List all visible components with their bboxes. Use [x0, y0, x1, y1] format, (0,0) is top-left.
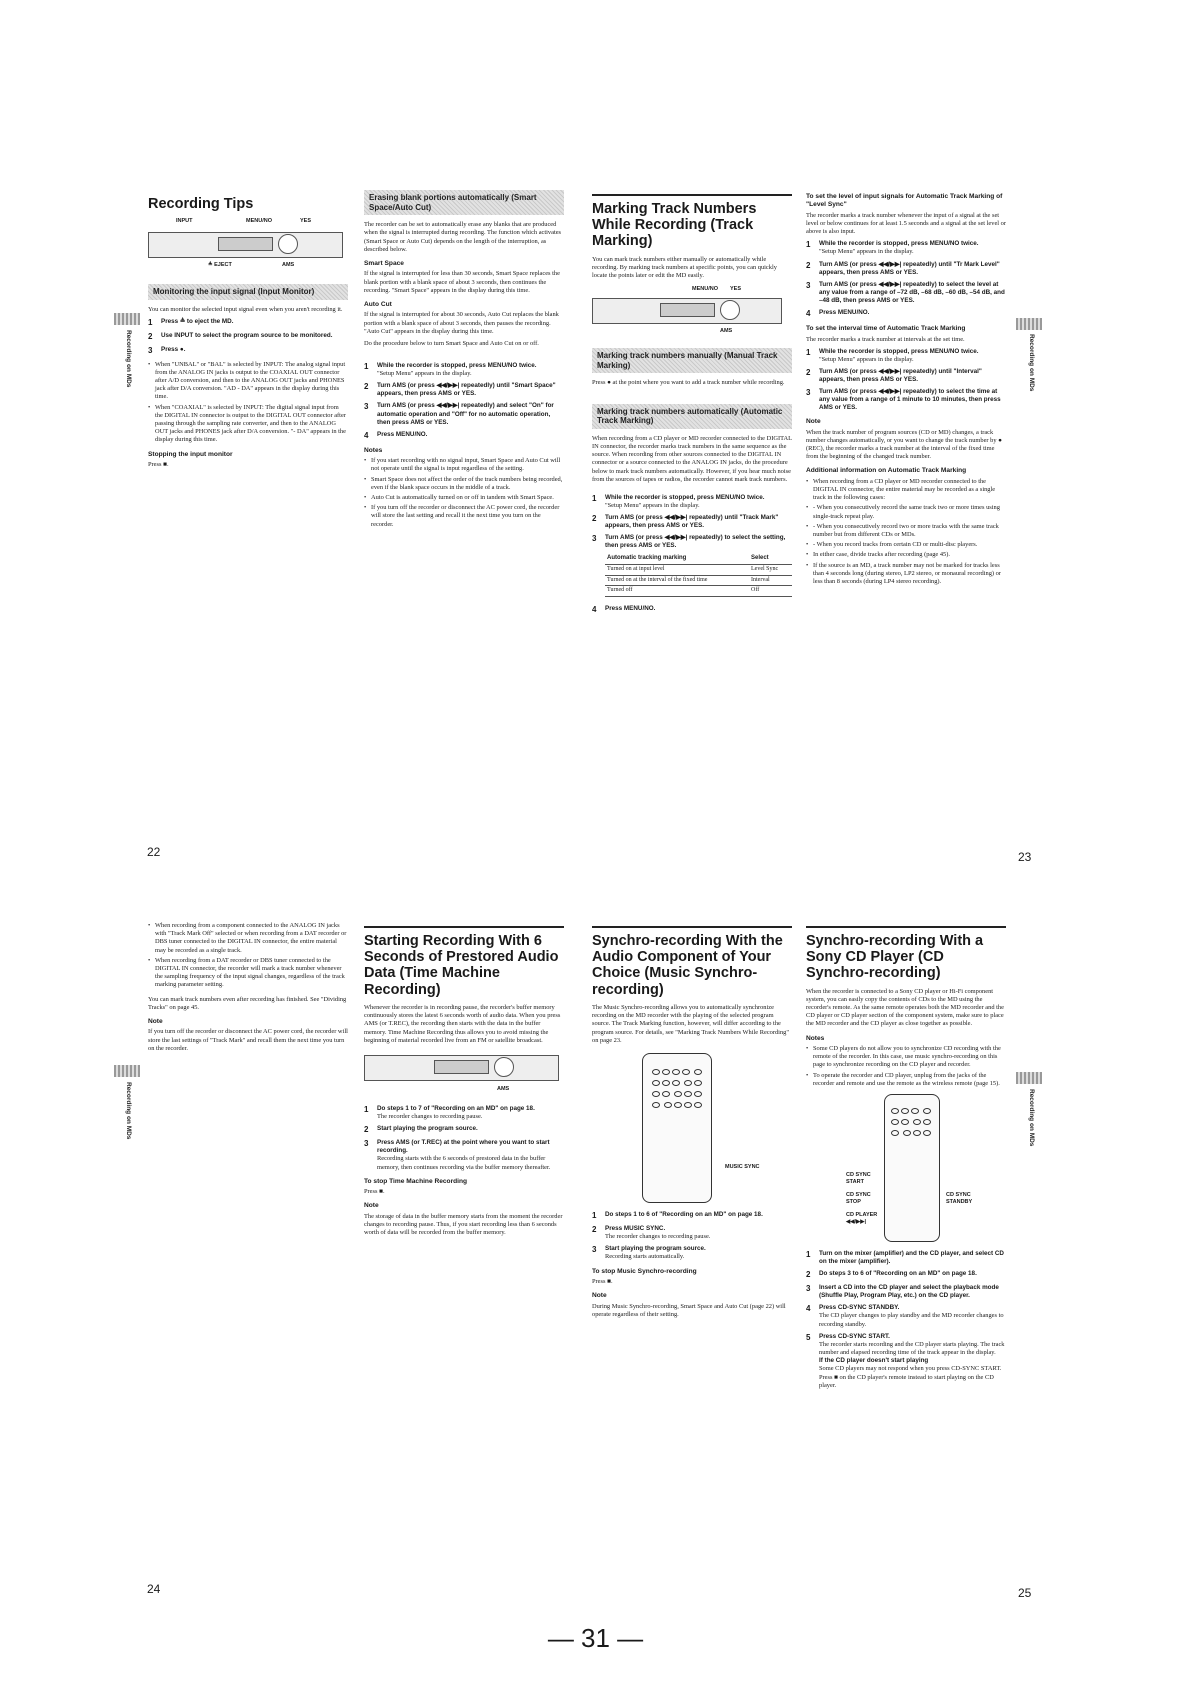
remote-key	[674, 1102, 682, 1108]
p23-recorder-figure	[592, 286, 792, 342]
p25b-step-2-num: 2	[806, 1270, 811, 1280]
p25b-step-3-num: 3	[806, 1284, 811, 1294]
p23-step-3-text: Turn AMS (or press ◀◀/▶▶| repeatedly) to select the setting, then press AMS or YES.	[605, 534, 786, 550]
interval-text: The recorder marks a track number at intervals at the set time.	[806, 335, 965, 343]
p25-step-3-num: 3	[592, 1245, 597, 1255]
page-num-25: 25	[1018, 1586, 1032, 1600]
p22-col-left	[148, 196, 348, 473]
remote-key	[694, 1069, 702, 1075]
p22b-step-2-num: 2	[364, 382, 369, 392]
p25b-title: Synchro-recording With a Sony CD Player (CD Synchro-recording)	[806, 926, 1006, 982]
table-cell: Turned on at the interval of the fixed time	[605, 575, 749, 586]
p22b-notes-heading: Notes	[364, 446, 383, 454]
p25b-step-3	[806, 1284, 1006, 1300]
cd-remote-figure	[806, 1094, 1006, 1244]
auto-marking-text: When recording from a CD player or MD recorder connected to the DIGITAL IN connector, the recorder marks track numbers in the same sequence as the source. When recording from other sources connected to the DIGITAL IN connector or a source connected to the ANALOG IN jacks, do the procedure below to mark track numbers automatically. However, if you hear much noise from the sources of tapes or radios, the recorder cannot mark track numbers.	[592, 434, 792, 483]
p22b-step-4	[364, 431, 564, 441]
p25b-step-5-num: 5	[806, 1332, 811, 1342]
fig-label-menu: MENU/NO	[246, 218, 272, 225]
interval-heading: To set the interval time of Automatic Track Marking	[806, 325, 966, 333]
p24-fig-ams: AMS	[497, 1085, 510, 1092]
p22b-step-1-sub: "Setup Menu" appears in the display.	[377, 370, 472, 378]
p25b-step-4	[806, 1304, 1006, 1328]
lvl-step-2	[806, 261, 1006, 277]
cd-sync-stop-label: CD SYNC STOP	[846, 1192, 871, 1206]
p24-step-3-num: 3	[364, 1139, 369, 1149]
p24-col-right	[364, 926, 564, 1241]
int-step-1-sub: "Setup Menu" appears in the display.	[819, 355, 914, 363]
p25-step-1-num: 1	[592, 1210, 597, 1220]
p24-tip: You can mark track numbers even after recording has finished. See "Dividing Tracks" on page 45.	[148, 995, 347, 1011]
additional-info-heading: Additional information on Automatic Track Marking	[806, 467, 967, 475]
fig-label-ams: AMS	[282, 262, 295, 269]
p25-step-3-sub: Recording starts automatically.	[605, 1253, 685, 1261]
remote-key	[652, 1069, 660, 1075]
p24-step-3-text: Press AMS (or T.REC) at the point where you want to start recording.	[377, 1139, 550, 1155]
p22b-step-1-text: While the recorder is stopped, press MENU/NO twice.	[377, 362, 537, 370]
recorder-display	[218, 237, 273, 251]
p25-step-3	[592, 1245, 792, 1261]
remote-key	[684, 1080, 692, 1086]
p22-step-1-text: Press ≜ to eject the MD.	[161, 318, 234, 326]
p22b-step-1-num: 1	[364, 362, 369, 372]
lvl-step-2-num: 2	[806, 260, 811, 270]
int-step-3-text: Turn AMS (or press ◀◀/▶▶| repeatedly) to select the time at any value from a range of 1 minute to 10 minutes, then press AMS or YES.	[819, 388, 1001, 412]
p22b-note-4: • If you turn off the recorder or disconnect the AC power cord, the recorder will store the last setting and recall it the next time you turn on the recorder.	[364, 504, 564, 529]
p25-col-right	[806, 926, 1006, 1394]
lvl-step-4	[806, 309, 1006, 319]
p23-step-2-text: Turn AMS (or press ◀◀/▶▶| repeatedly) until "Track Mark" appears, then press AMS or YES.	[605, 514, 779, 530]
p22b-step-2	[364, 382, 564, 398]
p24-bullet-1: • When recording from a component connected to the ANALOG IN jacks with "Track Mark Off" selected or when recording from a DAT recorder or DBS tuner connected to the DIGITAL IN connector, the entire material may be recorded as a single track.	[148, 922, 348, 955]
p23b-note-heading: Note	[806, 418, 821, 426]
fig-label-eject: ≜ EJECT	[208, 262, 232, 269]
int-step-2-text: Turn AMS (or press ◀◀/▶▶| repeatedly) until "Interval" appears, then press AMS or YES.	[819, 368, 982, 384]
p25-note-text: During Music Synchro-recording, Smart Space and Auto Cut (page 22) will operate regardless of their setting.	[592, 1302, 786, 1318]
p24-recorder-display	[434, 1060, 489, 1074]
p25-step-2-text: Press MUSIC SYNC.	[605, 1225, 666, 1233]
lvl-step-1-text: While the recorder is stopped, press MENU/NO twice.	[819, 240, 979, 248]
p25-step-1	[592, 1211, 792, 1221]
marking-table	[605, 554, 792, 597]
p24-stop-text: Press ■.	[364, 1188, 385, 1196]
remote-figure	[642, 1053, 760, 1203]
remote-keys	[643, 1054, 711, 1126]
p25-title: Synchro-recording With the Audio Component of Your Choice (Music Synchro-recording)	[592, 926, 792, 998]
table-row	[605, 586, 792, 597]
table-cell: Interval	[749, 575, 792, 586]
remote-key	[672, 1080, 680, 1086]
p23b-note-text: When the track number of program sources (CD or MD) changes, a track number changes automatically, or you want to change the track number by ● (REC), the recorder marks a track number at the interval of the fixed time from the beginning of the changed track number.	[806, 428, 1002, 461]
add-item-3: • - When you consecutively record two or more tracks with the same track number but from different CDs or MDs.	[806, 523, 1006, 539]
p22b-step-3-num: 3	[364, 402, 369, 412]
p25b-step-3-text: Insert a CD into the CD player and select the playback mode (Shuffle Play, Program Play, etc.) on the CD player.	[819, 1284, 999, 1300]
table-row	[605, 575, 792, 586]
lvl-step-1	[806, 240, 1006, 256]
remote-key	[694, 1091, 702, 1097]
trouble-heading: If the CD player doesn't start playing	[819, 1357, 929, 1365]
trouble-text: Some CD players may not respond when you press CD-SYNC START. Press ■ on the CD player's remote instead to start playing on the CD player.	[819, 1365, 1002, 1389]
p22-title: Recording Tips	[148, 196, 254, 212]
remote-key	[694, 1080, 702, 1086]
remote-key	[903, 1130, 911, 1136]
remote-key	[901, 1108, 909, 1114]
remote-key	[684, 1091, 692, 1097]
side-label-right-bottom: Recording on MDs	[1028, 1089, 1035, 1147]
p22b-step-1	[364, 362, 564, 378]
p24-step-1	[364, 1105, 564, 1121]
p22b-note-2: • Smart Space does not affect the order of the track numbers being recorded, even if the blank space occurs in the middle of a track.	[364, 476, 564, 492]
remote-key	[913, 1119, 921, 1125]
side-tab-right-bottom	[1016, 1072, 1042, 1084]
p22b-step-2-text: Turn AMS (or press ◀◀/▶▶| repeatedly) until "Smart Space" appears, then press AMS or YES.	[377, 382, 556, 398]
remote-key	[891, 1119, 899, 1125]
p22-step-3-num: 3	[148, 346, 153, 356]
p22-step-2	[148, 332, 348, 342]
p25-step-2	[592, 1225, 792, 1241]
music-sync-label: MUSIC SYNC	[725, 1163, 760, 1170]
p25b-step-4-text: Press CD-SYNC STANDBY.	[819, 1304, 900, 1312]
lvl-step-1-num: 1	[806, 240, 811, 250]
p24-step-3-sub: Recording starts with the 6 seconds of prestored data in the buffer memory, then continues recording via the buffer memory thereafter.	[377, 1155, 551, 1171]
cd-remote-keys	[885, 1095, 939, 1152]
p25b-note-1: • Some CD players do not allow you to synchronize CD recording with the remote of the recorder. In this case, use music synchro-recording on this page to synchronize recording on the CD player and recorder.	[806, 1045, 1006, 1070]
p24-recorder-figure	[364, 1051, 564, 1099]
remote-key	[891, 1108, 899, 1114]
p23-step-4	[592, 605, 792, 615]
int-step-3	[806, 388, 1006, 412]
p24-step-2-num: 2	[364, 1125, 369, 1135]
table-cell: Turned on at input level	[605, 565, 749, 576]
p22-step-2-text: Use INPUT to select the program source to be monitored.	[161, 332, 333, 340]
p23-step-1-num: 1	[592, 493, 597, 503]
cd-player-label: CD PLAYER ◀◀/▶▶|	[846, 1212, 878, 1226]
remote-key	[923, 1119, 931, 1125]
table-cell: Turned off	[605, 586, 749, 597]
p24-stop-heading: To stop Time Machine Recording	[364, 1177, 468, 1185]
p25b-note-2: • To operate the recorder and CD player, unplug from the jacks of the recorder and remote and use the remote as the wireless remote (page 15).	[806, 1072, 1006, 1088]
int-step-1-num: 1	[806, 347, 811, 357]
table-head-1: Automatic tracking marking	[605, 554, 749, 564]
p24-step-2-text: Start playing the program source.	[377, 1125, 478, 1133]
side-tab-left-top	[114, 313, 140, 325]
p24-step-1-text: Do steps 1 to 7 of "Recording on an MD" on page 18.	[377, 1104, 535, 1112]
p22-step-3-text: Press ●.	[161, 346, 186, 354]
remote-key	[913, 1130, 921, 1136]
page-num-24: 24	[147, 1582, 161, 1596]
remote-key	[684, 1102, 692, 1108]
p22-step-1-num: 1	[148, 318, 153, 328]
p23-step-1	[592, 494, 792, 510]
remote-key	[652, 1091, 660, 1097]
p23-fig-menu: MENU/NO	[692, 286, 718, 293]
p25b-notes-heading: Notes	[806, 1034, 825, 1042]
p22b-step-3-text: Turn AMS (or press ◀◀/▶▶| repeatedly) and select "On" for automatic operation and "Off" for no automatic operation, then press AMS or YES.	[377, 402, 554, 426]
p25-step-1-text: Do steps 1 to 6 of "Recording on an MD" on page 18.	[605, 1210, 763, 1218]
ss-subheading: Smart Space	[364, 259, 404, 267]
int-step-2	[806, 368, 1006, 384]
p25-intro: The Music Synchro-recording allows you to automatically synchronize recording on the MD recorder with the playing of the selected program source. The Track Marking function, however, will differ according to the program source. For details, see "Marking Track Numbers While Recording" on page 23.	[592, 1003, 789, 1044]
p22-step-3	[148, 346, 348, 356]
int-step-1	[806, 348, 1006, 364]
remote-key	[662, 1091, 670, 1097]
p22b-step-4-num: 4	[364, 430, 369, 440]
p25-step-2-sub: The recorder changes to recording pause.	[605, 1233, 711, 1241]
remote-key	[682, 1069, 690, 1075]
p25b-step-1	[806, 1250, 1006, 1266]
lvl-step-1-sub: "Setup Menu" appears in the display.	[819, 248, 914, 256]
table-cell: Level Sync	[749, 565, 792, 576]
ac-text: If the signal is interrupted for about 30 seconds, Auto Cut replaces the blank portion with a blank space of about 3 seconds, then pauses the recording. "Auto Cut" appears in the display during this time.	[364, 311, 559, 335]
side-label-right-top: Recording on MDs	[1028, 334, 1035, 392]
p25-col-left	[592, 926, 792, 1323]
p23-step-1-text: While the recorder is stopped, press MENU/NO twice.	[605, 493, 765, 501]
p22b-note-1: • If you start recording with no signal input, Smart Space and Auto Cut will not operate until the signal is input regardless of the setting.	[364, 457, 564, 473]
monitor-intro: You can monitor the selected input signal even when you aren't recording it.	[148, 305, 343, 313]
p25b-step-5-text: Press CD-SYNC START.	[819, 1332, 890, 1340]
p22b-step-4-text: Press MENU/NO.	[377, 430, 428, 438]
p22b-step-3	[364, 402, 564, 426]
p25b-step-5-sub: The recorder starts recording and the CD player starts playing. The track number and elapsed recording time of the track appear in the display.	[819, 1340, 1005, 1357]
table-head-2: Select	[749, 554, 792, 564]
stop-monitor-text: Press ■.	[148, 461, 169, 469]
remote-key	[674, 1091, 682, 1097]
p24-step-1-sub: The recorder changes to recording pause.	[377, 1112, 483, 1120]
lvl-step-4-num: 4	[806, 308, 811, 318]
p23-fig-yes: YES	[730, 286, 742, 293]
page-num-23: 23	[1018, 850, 1032, 864]
lvl-step-3	[806, 281, 1006, 305]
p25-stop-heading: To stop Music Synchro-recording	[592, 1267, 697, 1275]
remote-key	[662, 1069, 670, 1075]
p22-step-1	[148, 318, 348, 328]
p25b-step-2	[806, 1270, 1006, 1280]
p23-step-4-num: 4	[592, 605, 597, 615]
p24-intro: Whenever the recorder is in recording pause, the recorder's buffer memory continuously stores the latest 6 seconds worth of audio data. When you press AMS (or T.REC), the recording then starts with the data in the buffer memory. Time Machine Recording thus allows you to avoid missing the beginning of material recorded live from an FM or satellite broadcast.	[364, 1003, 561, 1044]
level-text: The recorder marks a track number whenever the input of a signal at the set level or below continues for at least 1.5 seconds and a signal at the set level or above is also input.	[806, 211, 1007, 236]
p24-title: Starting Recording With 6 Seconds of Prestored Audio Data (Time Machine Recording)	[364, 926, 564, 998]
level-heading: To set the level of input signals for Automatic Track Marking of "Level Sync"	[806, 193, 1003, 209]
side-label-left-top: Recording on MDs	[125, 330, 132, 388]
add-item-6: • If the source is an MD, a track number may not be marked for tracks less than 4 seconds long (during stereo, LP2 stereo, or monaural recording) or less than 8 seconds (during LP4 stereo recording).	[806, 562, 1006, 587]
cd-sync-standby-label: CD SYNC STANDBY	[946, 1192, 973, 1206]
manual-marking-heading: Marking track numbers manually (Manual Track Marking)	[592, 348, 792, 373]
remote-key	[694, 1102, 702, 1108]
p25b-step-4-num: 4	[806, 1304, 811, 1314]
side-label-left-bottom: Recording on MDs	[125, 1082, 132, 1140]
p25b-step-2-text: Do steps 3 to 6 of "Recording on an MD" on page 18.	[819, 1270, 977, 1278]
remote-key	[891, 1130, 899, 1136]
auto-marking-heading: Marking track numbers automatically (Automatic Track Marking)	[592, 404, 792, 429]
p22-col-right	[364, 190, 564, 531]
p25b-step-1-text: Turn on the mixer (amplifier) and the CD player, and select CD on the mixer (amplifier).	[819, 1250, 1004, 1266]
remote-key	[672, 1069, 680, 1075]
p24b-note-heading: Note	[364, 1202, 379, 1210]
smart-space-intro: The recorder can be set to automatically erase any blanks that are produced when the signal is interrupted during recording. The function which activates (Smart Space or Auto Cut) depends on the length of the interruption, as described below.	[364, 221, 562, 253]
stop-monitor-heading: Stopping the input monitor	[148, 450, 233, 458]
p25-note-heading: Note	[592, 1292, 607, 1300]
add-item-1: • When recording from a CD player or MD recorder connected to the DIGITAL IN connector, the entire material may be recorded as a single track in the following cases:	[806, 478, 1006, 503]
remote-key	[911, 1108, 919, 1114]
p25b-step-5	[806, 1333, 1006, 1390]
p23-col-right	[806, 193, 1006, 588]
p24-step-2	[364, 1125, 564, 1135]
int-step-3-num: 3	[806, 388, 811, 398]
p25-step-2-num: 2	[592, 1225, 597, 1235]
p24-bullet-2: • When recording from a DAT recorder or DBS tuner connected to the DIGITAL IN connector, the recorder will mark a track number whenever the sampling frequency of the input signal changes, regardless of the track marking parameter setting.	[148, 957, 348, 990]
p24-step-3	[364, 1139, 564, 1171]
remote-key	[664, 1102, 672, 1108]
p23-recorder-display	[660, 303, 715, 317]
ss-text: If the signal is interrupted for less than 30 seconds, Smart Space replaces the blank portion with a blank space of about 3 seconds, then continues the recording. "Smart Space" appears in the display during this time.	[364, 270, 560, 294]
add-item-5: • In either case, divide tracks after recording (page 45).	[806, 551, 1006, 559]
p25-stop-text: Press ■.	[592, 1278, 613, 1286]
remote-key	[923, 1108, 931, 1114]
page-num-22: 22	[147, 845, 161, 859]
ac-subheading: Auto Cut	[364, 300, 392, 308]
p23-step-1-sub: "Setup Menu" appears in the display.	[605, 502, 700, 509]
lvl-step-4-text: Press MENU/NO.	[819, 308, 870, 316]
p25b-step-4-sub: The CD player changes to play standby and the MD recorder changes to recording standby.	[819, 1312, 1004, 1328]
manual-marking-text: Press ● at the point where you want to add a track number while recording.	[592, 379, 785, 387]
ss-procedure: Do the procedure below to turn Smart Space and Auto Cut on or off.	[364, 339, 539, 347]
p23-fig-ams: AMS	[720, 328, 733, 335]
p24b-note-text: The storage of data in the buffer memory starts from the moment the recorder changes to recording pause. Thus, if you start recording less than 6 seconds worth of data will be recorded from the buffer memory.	[364, 1212, 563, 1237]
p23-step-2	[592, 514, 792, 530]
int-step-2-num: 2	[806, 368, 811, 377]
p22-bullet-2: • When "COAXIAL" is selected by INPUT: The digital signal input from the DIGITAL IN connector is output to the DIGITAL OUT connector after passing through the sampling rate converter, and then to the ANALOG OUT jacks and PHONES jack after D/A conversion. "- DA" appears in the display during this time.	[148, 404, 348, 445]
p23-step-2-num: 2	[592, 514, 597, 524]
monitor-heading: Monitoring the input signal (Input Monitor)	[148, 284, 348, 300]
lvl-step-2-text: Turn AMS (or press ◀◀/▶▶| repeatedly) until "Tr Mark Level" appears, then press AMS or YES.	[819, 260, 1000, 276]
remote-key	[652, 1080, 660, 1086]
remote-key	[652, 1102, 660, 1108]
lvl-step-3-num: 3	[806, 280, 811, 290]
p25-step-3-text: Start playing the program source.	[605, 1245, 706, 1253]
remote-key	[662, 1080, 670, 1086]
p22-step-2-num: 2	[148, 332, 153, 342]
table-cell: Off	[749, 586, 792, 597]
p23-col-left	[592, 194, 792, 619]
smart-space-heading: Erasing blank portions automatically (Smart Space/Auto Cut)	[364, 190, 564, 215]
remote-key	[901, 1119, 909, 1125]
table-row	[605, 565, 792, 576]
cd-sync-start-label: CD SYNC START	[846, 1172, 871, 1186]
side-tab-right-top	[1016, 318, 1042, 330]
p23-step-4-text: Press MENU/NO.	[605, 605, 656, 613]
recorder-front-figure	[148, 218, 348, 278]
side-tab-left-bottom	[114, 1065, 140, 1077]
sheet-page-number: — 31 —	[547, 1623, 644, 1653]
cd-remote-body	[884, 1094, 940, 1242]
add-item-2: • - When you consecutively record the same track two or more times using single-track repeat play.	[806, 504, 1006, 520]
p22b-note-3: • Auto Cut is automatically turned on or off in tandem with Smart Space.	[364, 494, 564, 502]
p25b-step-1-num: 1	[806, 1250, 811, 1260]
add-item-4: • - When you record tracks from certain CD or multi-disc players.	[806, 541, 1006, 549]
p23-step-3-num: 3	[592, 534, 597, 544]
p24-note-text: If you turn off the recorder or disconnect the AC power cord, the recorder will store the last settings of "Track Mark" and recall them the next time you turn on the recorder.	[148, 1028, 348, 1052]
p23-title: Marking Track Numbers While Recording (Track Marking)	[592, 194, 792, 250]
fig-label-input: INPUT	[176, 218, 193, 225]
p23-intro: You can mark track numbers either manually or automatically while recording. By marking track numbers at specific points, you can quickly locate the points later or edit the MD easily.	[592, 255, 777, 280]
p24-step-1-num: 1	[364, 1104, 369, 1114]
p25b-intro: When the recorder is connected to a Sony CD player or Hi-Fi component system, you can easily copy the contents of CDs to the MD using the recorder's remote. As the same remote operates both the MD recorder and the CD player or CD player section of the component system, make sure to place the MD recorder and the CD player as close together as possible.	[806, 987, 1004, 1028]
int-step-1-text: While the recorder is stopped, press MENU/NO twice.	[819, 347, 979, 355]
remote-key	[923, 1130, 931, 1136]
fig-label-yes: YES	[300, 218, 312, 225]
p22-bullet-1: • When "UNBAL" or "BAL" is selected by INPUT: The analog signal input from the ANALOG IN jacks is output to the COAXIAL OUT connector after A/D conversion, and then to the ANALOG OUT jacks and PHONES jack after D/A conversion. "AD - DA" appears in the display during this time.	[148, 361, 348, 402]
p24-ams-knob	[494, 1057, 514, 1077]
lvl-step-3-text: Turn AMS (or press ◀◀/▶▶| repeatedly) to select the level at any value from a range of –72 dB, –68 dB, –60 dB, –54 dB, and –48 dB, then press AMS or YES.	[819, 280, 1005, 304]
p24-col-left	[148, 920, 348, 1057]
p23-step-3	[592, 534, 792, 601]
p24-note-heading: Note	[148, 1017, 163, 1025]
